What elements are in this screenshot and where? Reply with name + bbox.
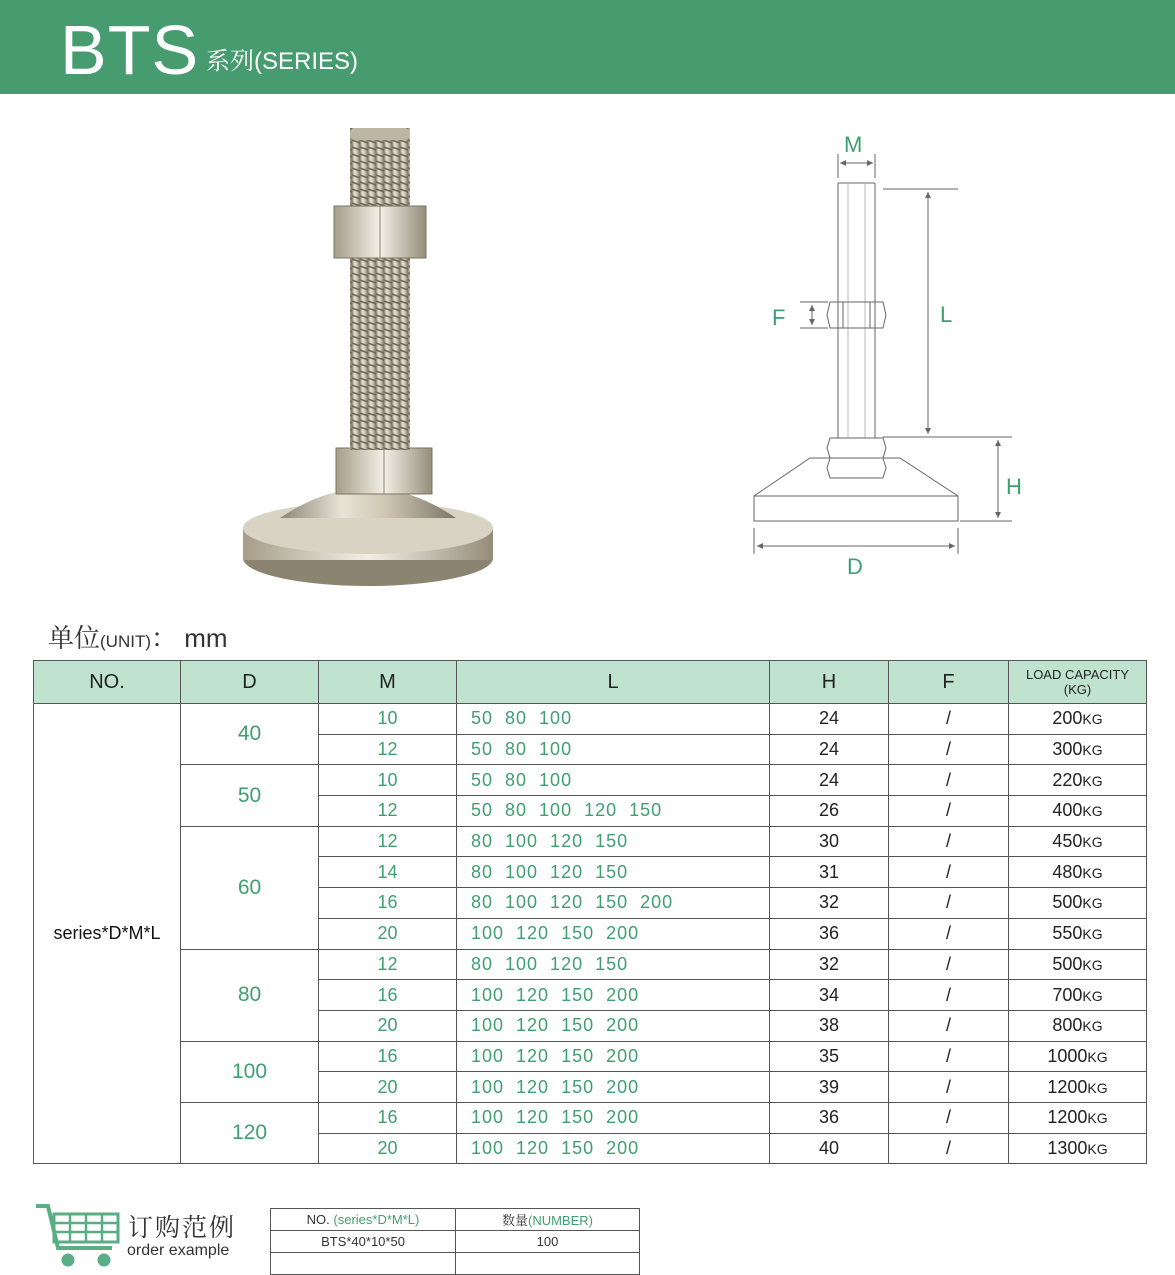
load-capacity-cell xyxy=(1009,796,1147,827)
load-number: 300 xyxy=(1052,739,1083,760)
order-header-row xyxy=(271,1209,640,1231)
order-example-qty: 100 xyxy=(456,1231,640,1253)
load-capacity-cell xyxy=(1009,1102,1147,1133)
load-unit: KG xyxy=(1082,895,1103,912)
spec-table xyxy=(33,660,1147,1164)
f-value-cell: / xyxy=(889,734,1009,765)
unit-value: mm xyxy=(184,623,228,653)
table-row xyxy=(34,826,1147,857)
load-capacity-cell xyxy=(1009,857,1147,888)
m-value-cell: 16 xyxy=(319,980,457,1011)
l-values-cell: 100 120 150 200 xyxy=(457,1010,770,1041)
header-load-capacity xyxy=(1009,661,1147,704)
h-value-cell: 30 xyxy=(770,826,889,857)
load-number: 1300 xyxy=(1047,1137,1088,1158)
h-value-cell: 32 xyxy=(770,949,889,980)
diagram-label-m: M xyxy=(844,132,863,157)
header-m: M xyxy=(319,661,457,704)
load-number: 480 xyxy=(1052,861,1083,882)
h-value-cell: 39 xyxy=(770,1072,889,1103)
diagram-label-f: F xyxy=(772,305,786,330)
f-value-cell: / xyxy=(889,704,1009,735)
l-values-cell: 100 120 150 200 xyxy=(457,1102,770,1133)
header-no: NO. xyxy=(34,661,181,704)
load-number: 400 xyxy=(1052,800,1083,821)
order-col2-hint: (NUMBER) xyxy=(528,1213,593,1228)
m-value-cell: 12 xyxy=(319,826,457,857)
h-value-cell: 31 xyxy=(770,857,889,888)
header-l: L xyxy=(457,661,770,704)
d-value-cell: 60 xyxy=(181,826,319,949)
h-value-cell: 35 xyxy=(770,1041,889,1072)
load-capacity-cell xyxy=(1009,765,1147,796)
order-example-row xyxy=(271,1231,640,1253)
order-col1-header xyxy=(271,1209,456,1231)
diagram-label-l: L xyxy=(940,302,953,327)
m-value-cell: 14 xyxy=(319,857,457,888)
unit-label-zh: 单位 xyxy=(48,623,101,653)
h-value-cell: 40 xyxy=(770,1133,889,1164)
order-empty-row xyxy=(271,1253,640,1275)
load-unit: KG xyxy=(1087,1079,1108,1096)
m-value-cell: 10 xyxy=(319,704,457,735)
series-subtitle xyxy=(206,47,358,77)
d-value-cell: 80 xyxy=(181,949,319,1041)
load-unit: KG xyxy=(1087,1110,1108,1127)
order-example-title-zh: 订购范例 xyxy=(128,1214,237,1242)
no-value-cell: series*D*M*L xyxy=(34,704,181,1164)
f-value-cell: / xyxy=(889,826,1009,857)
load-number: 1000 xyxy=(1047,1045,1088,1066)
f-value-cell: / xyxy=(889,1133,1009,1164)
cart-icon xyxy=(34,1202,122,1270)
h-value-cell: 26 xyxy=(770,796,889,827)
load-unit: KG xyxy=(1082,956,1103,973)
load-capacity-cell xyxy=(1009,1133,1147,1164)
load-number: 700 xyxy=(1052,984,1083,1005)
order-example-no: BTS*40*10*50 xyxy=(271,1231,456,1253)
load-unit: KG xyxy=(1087,1048,1108,1065)
f-value-cell: / xyxy=(889,1072,1009,1103)
m-value-cell: 20 xyxy=(319,1010,457,1041)
h-value-cell: 38 xyxy=(770,1010,889,1041)
f-value-cell: / xyxy=(889,980,1009,1011)
load-capacity-cell xyxy=(1009,918,1147,949)
order-col1-label: NO. xyxy=(306,1212,330,1227)
table-row xyxy=(34,949,1147,980)
l-values-cell: 50 80 100 120 150 xyxy=(457,796,770,827)
f-value-cell: / xyxy=(889,949,1009,980)
l-values-cell: 100 120 150 200 xyxy=(457,980,770,1011)
l-values-cell: 80 100 120 150 200 xyxy=(457,888,770,919)
load-capacity-cell xyxy=(1009,888,1147,919)
l-values-cell: 80 100 120 150 xyxy=(457,857,770,888)
load-number: 1200 xyxy=(1047,1107,1088,1128)
load-capacity-cell xyxy=(1009,1041,1147,1072)
l-values-cell: 80 100 120 150 xyxy=(457,826,770,857)
order-empty-cell-2 xyxy=(456,1253,640,1275)
header-load-line1: LOAD CAPACITY xyxy=(1025,667,1130,682)
h-value-cell: 34 xyxy=(770,980,889,1011)
unit-line xyxy=(48,618,228,655)
h-value-cell: 24 xyxy=(770,765,889,796)
m-value-cell: 10 xyxy=(319,765,457,796)
order-example-table xyxy=(270,1208,640,1275)
load-unit: KG xyxy=(1082,803,1103,820)
unit-label-en: (UNIT) xyxy=(100,632,151,651)
m-value-cell: 12 xyxy=(319,949,457,980)
f-value-cell: / xyxy=(889,857,1009,888)
f-value-cell: / xyxy=(889,1010,1009,1041)
header-d: D xyxy=(181,661,319,704)
h-value-cell: 24 xyxy=(770,704,889,735)
l-values-cell: 50 80 100 xyxy=(457,765,770,796)
h-value-cell: 32 xyxy=(770,888,889,919)
table-row xyxy=(34,765,1147,796)
load-number: 450 xyxy=(1052,831,1083,852)
load-unit: KG xyxy=(1082,772,1103,789)
load-number: 800 xyxy=(1052,1015,1083,1036)
l-values-cell: 50 80 100 xyxy=(457,734,770,765)
load-number: 1200 xyxy=(1047,1076,1088,1097)
load-number: 500 xyxy=(1052,892,1083,913)
h-value-cell: 36 xyxy=(770,1102,889,1133)
m-value-cell: 20 xyxy=(319,918,457,949)
load-capacity-cell xyxy=(1009,980,1147,1011)
order-col2-label: 数量 xyxy=(501,1213,528,1228)
load-unit: KG xyxy=(1082,864,1103,881)
series-subtitle-zh: 系列 xyxy=(206,48,254,75)
f-value-cell: / xyxy=(889,888,1009,919)
order-col2-header xyxy=(456,1209,640,1231)
header-banner xyxy=(0,0,1175,94)
spec-table-header-row xyxy=(34,661,1147,704)
diagram-label-d: D xyxy=(847,554,863,579)
f-value-cell: / xyxy=(889,765,1009,796)
l-values-cell: 100 120 150 200 xyxy=(457,918,770,949)
load-unit: KG xyxy=(1082,711,1103,728)
header-f: F xyxy=(889,661,1009,704)
h-value-cell: 24 xyxy=(770,734,889,765)
order-example-title-en: order example xyxy=(127,1242,230,1259)
l-values-cell: 50 80 100 xyxy=(457,704,770,735)
load-capacity-cell xyxy=(1009,1010,1147,1041)
product-photo xyxy=(240,118,530,598)
table-row xyxy=(34,1102,1147,1133)
load-unit: KG xyxy=(1082,987,1103,1004)
dimension-diagram xyxy=(740,118,1040,588)
load-capacity-cell xyxy=(1009,704,1147,735)
l-values-cell: 80 100 120 150 xyxy=(457,949,770,980)
load-unit: KG xyxy=(1082,1018,1103,1035)
load-number: 200 xyxy=(1052,708,1083,729)
load-unit: KG xyxy=(1082,926,1103,943)
m-value-cell: 20 xyxy=(319,1133,457,1164)
load-capacity-cell xyxy=(1009,826,1147,857)
load-capacity-cell xyxy=(1009,1072,1147,1103)
table-row xyxy=(34,1041,1147,1072)
m-value-cell: 16 xyxy=(319,1041,457,1072)
header-load-line2: (KG) xyxy=(1063,682,1092,697)
d-value-cell: 40 xyxy=(181,704,319,765)
diagram-label-h: H xyxy=(1006,474,1022,499)
f-value-cell: / xyxy=(889,918,1009,949)
h-value-cell: 36 xyxy=(770,918,889,949)
l-values-cell: 100 120 150 200 xyxy=(457,1041,770,1072)
l-values-cell: 100 120 150 200 xyxy=(457,1133,770,1164)
unit-colon: ： xyxy=(151,623,178,653)
m-value-cell: 16 xyxy=(319,888,457,919)
order-empty-cell-1 xyxy=(271,1253,456,1275)
load-capacity-cell xyxy=(1009,949,1147,980)
l-values-cell: 100 120 150 200 xyxy=(457,1072,770,1103)
load-unit: KG xyxy=(1082,834,1103,851)
m-value-cell: 16 xyxy=(319,1102,457,1133)
table-row xyxy=(34,704,1147,735)
m-value-cell: 20 xyxy=(319,1072,457,1103)
m-value-cell: 12 xyxy=(319,796,457,827)
load-capacity-cell xyxy=(1009,734,1147,765)
d-value-cell: 100 xyxy=(181,1041,319,1102)
f-value-cell: / xyxy=(889,1041,1009,1072)
header-h: H xyxy=(770,661,889,704)
f-value-cell: / xyxy=(889,796,1009,827)
load-unit: KG xyxy=(1082,742,1103,759)
d-value-cell: 50 xyxy=(181,765,319,826)
series-subtitle-en: (SERIES) xyxy=(254,48,359,75)
load-number: 550 xyxy=(1052,923,1083,944)
load-number: 220 xyxy=(1052,769,1083,790)
load-number: 500 xyxy=(1052,953,1083,974)
d-value-cell: 120 xyxy=(181,1102,319,1163)
load-unit: KG xyxy=(1087,1140,1108,1157)
f-value-cell: / xyxy=(889,1102,1009,1133)
order-col1-hint: (series*D*M*L) xyxy=(333,1212,420,1227)
series-title: BTS xyxy=(60,11,200,89)
m-value-cell: 12 xyxy=(319,734,457,765)
